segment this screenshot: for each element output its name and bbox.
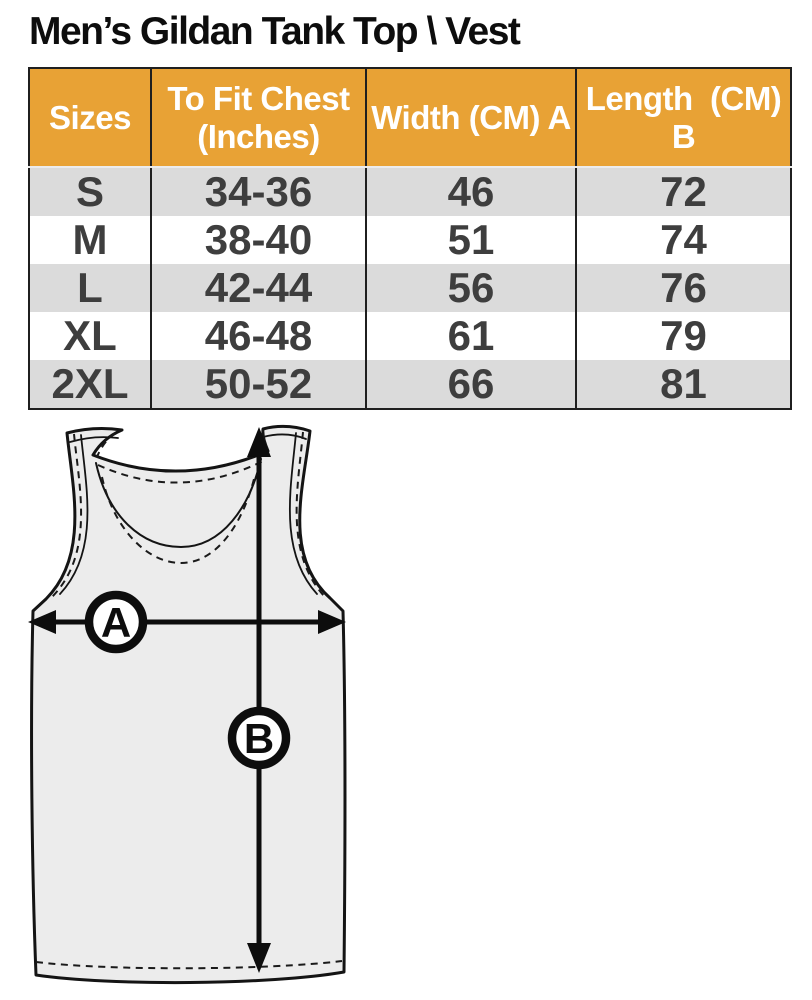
header-width-label: Width (CM) A	[371, 98, 571, 136]
table-row	[29, 264, 791, 312]
size-chart-table	[28, 67, 792, 410]
label-b-badge	[232, 711, 286, 765]
cell-width: 66	[366, 360, 576, 409]
header-chest-line2: (Inches)	[197, 117, 320, 155]
cell-length: 72	[576, 167, 791, 216]
cell-width: 51	[366, 216, 576, 264]
header-length-line1: Length (CM)	[585, 79, 782, 117]
header-length-line2: B	[671, 117, 696, 155]
cell-chest: 46-48	[151, 312, 366, 360]
header-width	[366, 68, 576, 167]
header-sizes	[29, 68, 151, 167]
cell-width: 46	[366, 167, 576, 216]
table-row	[29, 312, 791, 360]
table-header-row	[29, 68, 791, 167]
cell-length: 81	[576, 360, 791, 409]
table-row	[29, 360, 791, 409]
vest-body	[32, 426, 345, 982]
header-length	[576, 68, 791, 167]
label-a-badge	[89, 595, 143, 649]
cell-length: 74	[576, 216, 791, 264]
page-title: Men’s Gildan Tank Top \ Vest	[29, 10, 520, 53]
table-row	[29, 216, 791, 264]
cell-width: 61	[366, 312, 576, 360]
cell-chest: 50-52	[151, 360, 366, 409]
cell-chest: 38-40	[151, 216, 366, 264]
cell-chest: 34-36	[151, 167, 366, 216]
cell-size: M	[29, 216, 151, 264]
header-sizes-label: Sizes	[49, 98, 131, 136]
cell-size: XL	[29, 312, 151, 360]
label-a-text: A	[100, 599, 132, 646]
tank-top-diagram	[0, 405, 450, 1000]
cell-length: 76	[576, 264, 791, 312]
table-row	[29, 167, 791, 216]
cell-size: S	[29, 167, 151, 216]
cell-width: 56	[366, 264, 576, 312]
header-chest-line1: To Fit Chest	[167, 79, 350, 117]
cell-size: 2XL	[29, 360, 151, 409]
cell-size: L	[29, 264, 151, 312]
cell-length: 79	[576, 312, 791, 360]
header-chest	[151, 68, 366, 167]
cell-chest: 42-44	[151, 264, 366, 312]
label-b-text: B	[243, 715, 275, 762]
